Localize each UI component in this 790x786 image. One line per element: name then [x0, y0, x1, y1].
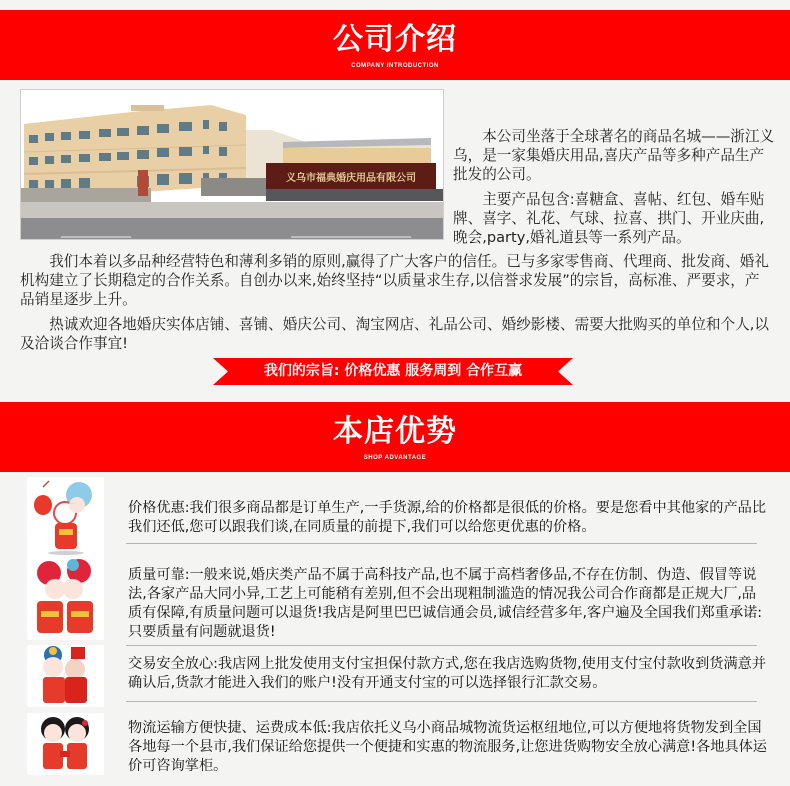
- intro-paragraph: 热诚欢迎各地婚庆实体店铺、喜铺、婚庆公司、淘宝网店、礼品公司、婚纱影楼、需要大批购买的单位和个人,以及洽谈合作事宜!: [20, 316, 769, 352]
- svg-text:义乌市福典婚庆用品有限公司: 义乌市福典婚庆用品有限公司: [286, 173, 416, 184]
- advantage-item-price: [0, 477, 790, 542]
- advantage-text: 质量可靠:一般来说,婚庆类产品不属于高科技产品,也不属于高档奢侈品,不存在仿制、伪造、假冒等说法,各家产品大同小异,工艺上可能稍有差别,但不会出现粗制滥造的情况我公司合作商都是正规大厂,品质有保障,有质量问题可以退货!我店是阿里巴巴诚信通会员,诚信经营多年,客户遍及全国我们郑重承诺:只要质量有问题就退货!: [128, 567, 763, 640]
- intro-text-full: [20, 252, 772, 359]
- motto-ribbon: [213, 358, 573, 385]
- intro-paragraph: 主要产品包含:喜糖盒、喜帖、红包、婚车贴牌、喜字、礼花、气球、拉喜、拱门、开业庆曲,晚会,party,婚礼道县等一系列产品。: [453, 191, 765, 246]
- advantage-item-logistics: [0, 713, 790, 781]
- motto-text: 我们的宗旨: 价格优惠 服务周到 合作互赢: [263, 363, 523, 379]
- factory-photo: [20, 89, 444, 240]
- section-subtitle: COMPANY INTRODUCTION: [351, 63, 439, 69]
- divider: [126, 701, 757, 702]
- divider: [126, 543, 757, 544]
- company-intro-banner: [0, 10, 790, 80]
- wedding-couple-hug-icon: [27, 645, 104, 707]
- shop-advantage-banner: [0, 402, 790, 472]
- section-subtitle: SHOP ADVANTAGE: [363, 455, 427, 461]
- section-title: 公司介绍: [333, 22, 457, 57]
- advantage-text: 价格优惠:我们很多商品都是订单生产,一手货源,给的价格都是很低的价格。要是您看中其他家的产品比我们还低,您可以跟我们谈,在同质量的前提下,我们可以给您更优惠的价格。: [128, 500, 767, 535]
- intro-paragraph: 本公司坐落于全球著名的商品名城——浙江义乌，是一家集婚庆用品,喜庆产品等多种产品生产批发的公司。: [453, 128, 775, 183]
- wedding-couple-kiss-icon: [27, 555, 104, 640]
- intro-paragraph: 我们本着以多品种经营特色和薄利多销的原则,赢得了广大客户的信任。已与多家零售商、代理商、批发商、婚礼机构建立了长期稳定的合作关系。自创办以来,始终坚持“以质量求生存,以信誉求发展”的宗旨，高标准、严要求，产品销星逐步上升。: [20, 253, 769, 308]
- factory-building-image: [21, 90, 444, 240]
- intro-text-right: [453, 127, 775, 253]
- wedding-couple-holding-hands-icon: [27, 713, 104, 775]
- advantage-item-quality: [0, 555, 790, 640]
- wedding-doll-lantern-icon: [27, 477, 104, 557]
- section-title: 本店优势: [333, 414, 457, 449]
- advantage-text: 交易安全放心:我店网上批发使用支付宝担保付款方式,您在我店选购货物,使用支付宝付款收到货满意并确认后,货款才能进入我们的账户!没有开通支付宝的可以选择银行汇款交易。: [128, 656, 767, 691]
- advantage-text: 物流运输方便快捷、运费成本低:我店依托义乌小商品城物流货运枢纽地位,可以方便地将货物发到全国各地每一个县市,我们保证给您提供一个便捷和实惠的物流服务,让您进货购物安全放心满意!各地具体运价可咨询掌柜。: [128, 720, 767, 774]
